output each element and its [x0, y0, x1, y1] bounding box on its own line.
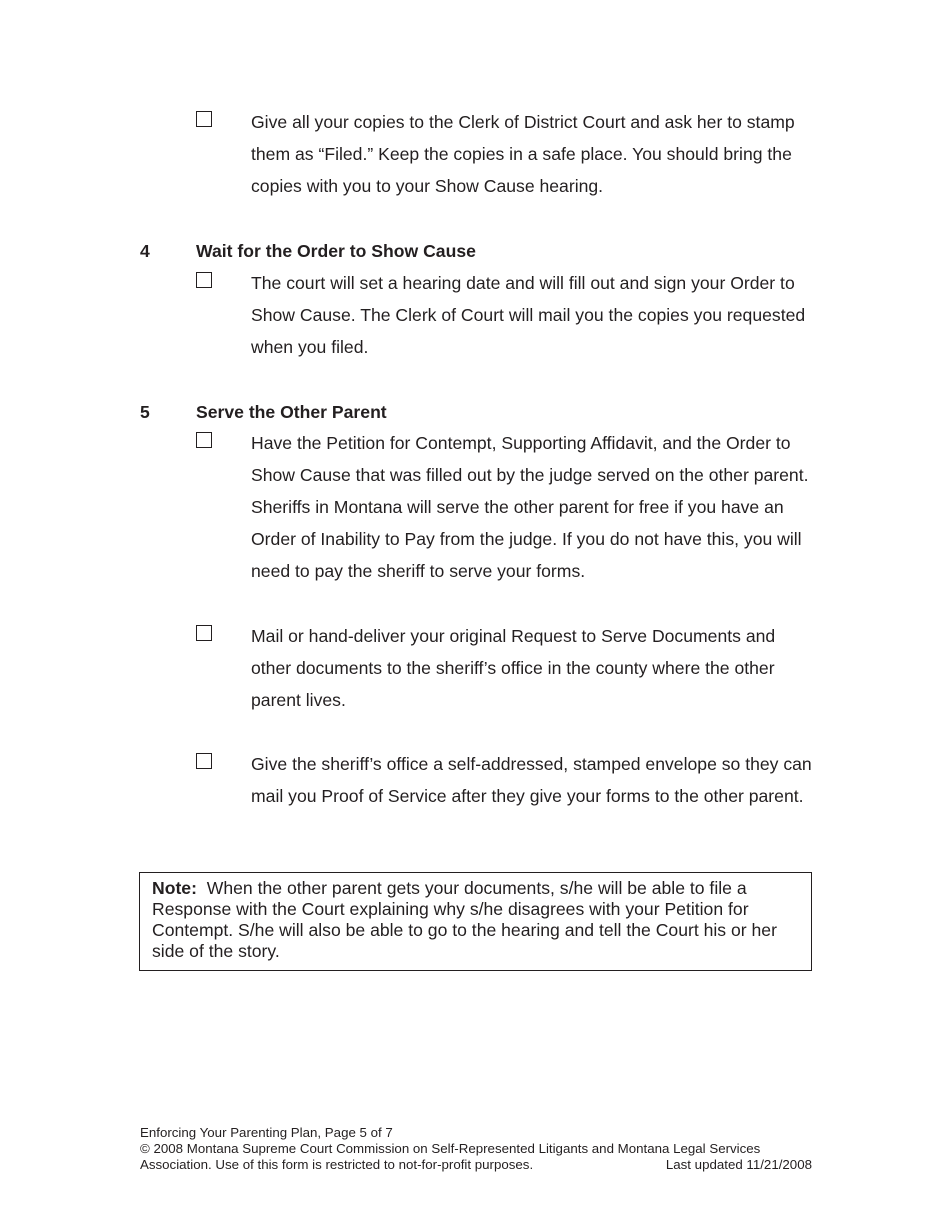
- step-number: 4: [140, 241, 150, 261]
- page-footer: [140, 1125, 812, 1173]
- checklist-item-text: Mail or hand-deliver your original Request to Serve Documents and other documents to the sheriff’s office in the county where the other parent lives.: [251, 626, 776, 710]
- checkbox[interactable]: [196, 272, 212, 288]
- checkbox[interactable]: [196, 625, 212, 641]
- checklist-item-text: The court will set a hearing date and will fill out and sign your Order to Show Cause. The Clerk of Court will mail you the copies you requested when you filed.: [251, 273, 806, 357]
- checklist-item-text: Give the sheriff’s office a self-addressed, stamped envelope so they can mail you Proof of Service after they give your forms to the other parent.: [251, 754, 812, 806]
- note-label: Note:: [152, 878, 197, 898]
- checklist-item-text: Give all your copies to the Clerk of District Court and ask her to stamp them as “Filed.” Keep the copies in a safe place. You should bring the copies with you to your Show Cause hearing.: [251, 112, 795, 196]
- step-title: Serve the Other Parent: [196, 402, 387, 422]
- footer-copyright-line2: Association. Use of this form is restricted to not-for-profit purposes.: [140, 1157, 534, 1172]
- note-text: When the other parent gets your documents, s/he will be able to file a Response with the Court explaining why s/he disagrees with your Petition for Contempt. S/he will also be able to go to the hearing and tell the Court his or her side of the story.: [152, 878, 777, 961]
- footer-page-info: Enforcing Your Parenting Plan, Page 5 of 7: [140, 1125, 393, 1140]
- checkbox[interactable]: [196, 753, 212, 769]
- footer-copyright-line1: © 2008 Montana Supreme Court Commission on Self-Represented Litigants and Montana Legal Services: [140, 1141, 761, 1156]
- footer-last-row: [140, 1157, 812, 1173]
- step-number: 5: [140, 402, 150, 422]
- checkbox[interactable]: [196, 111, 212, 127]
- checklist-item-text: Have the Petition for Contempt, Supporting Affidavit, and the Order to Show Cause that was filled out by the judge served on the other parent. Sheriffs in Montana will serve the other parent for free if you have an Order of Inability to Pay from the judge. If you do not have this, you will need to pay the sheriff to serve your forms.: [251, 433, 809, 581]
- step-title: Wait for the Order to Show Cause: [196, 241, 476, 261]
- checkbox[interactable]: [196, 432, 212, 448]
- footer-last-updated: Last updated 11/21/2008: [665, 1157, 812, 1172]
- note-box: [139, 872, 812, 971]
